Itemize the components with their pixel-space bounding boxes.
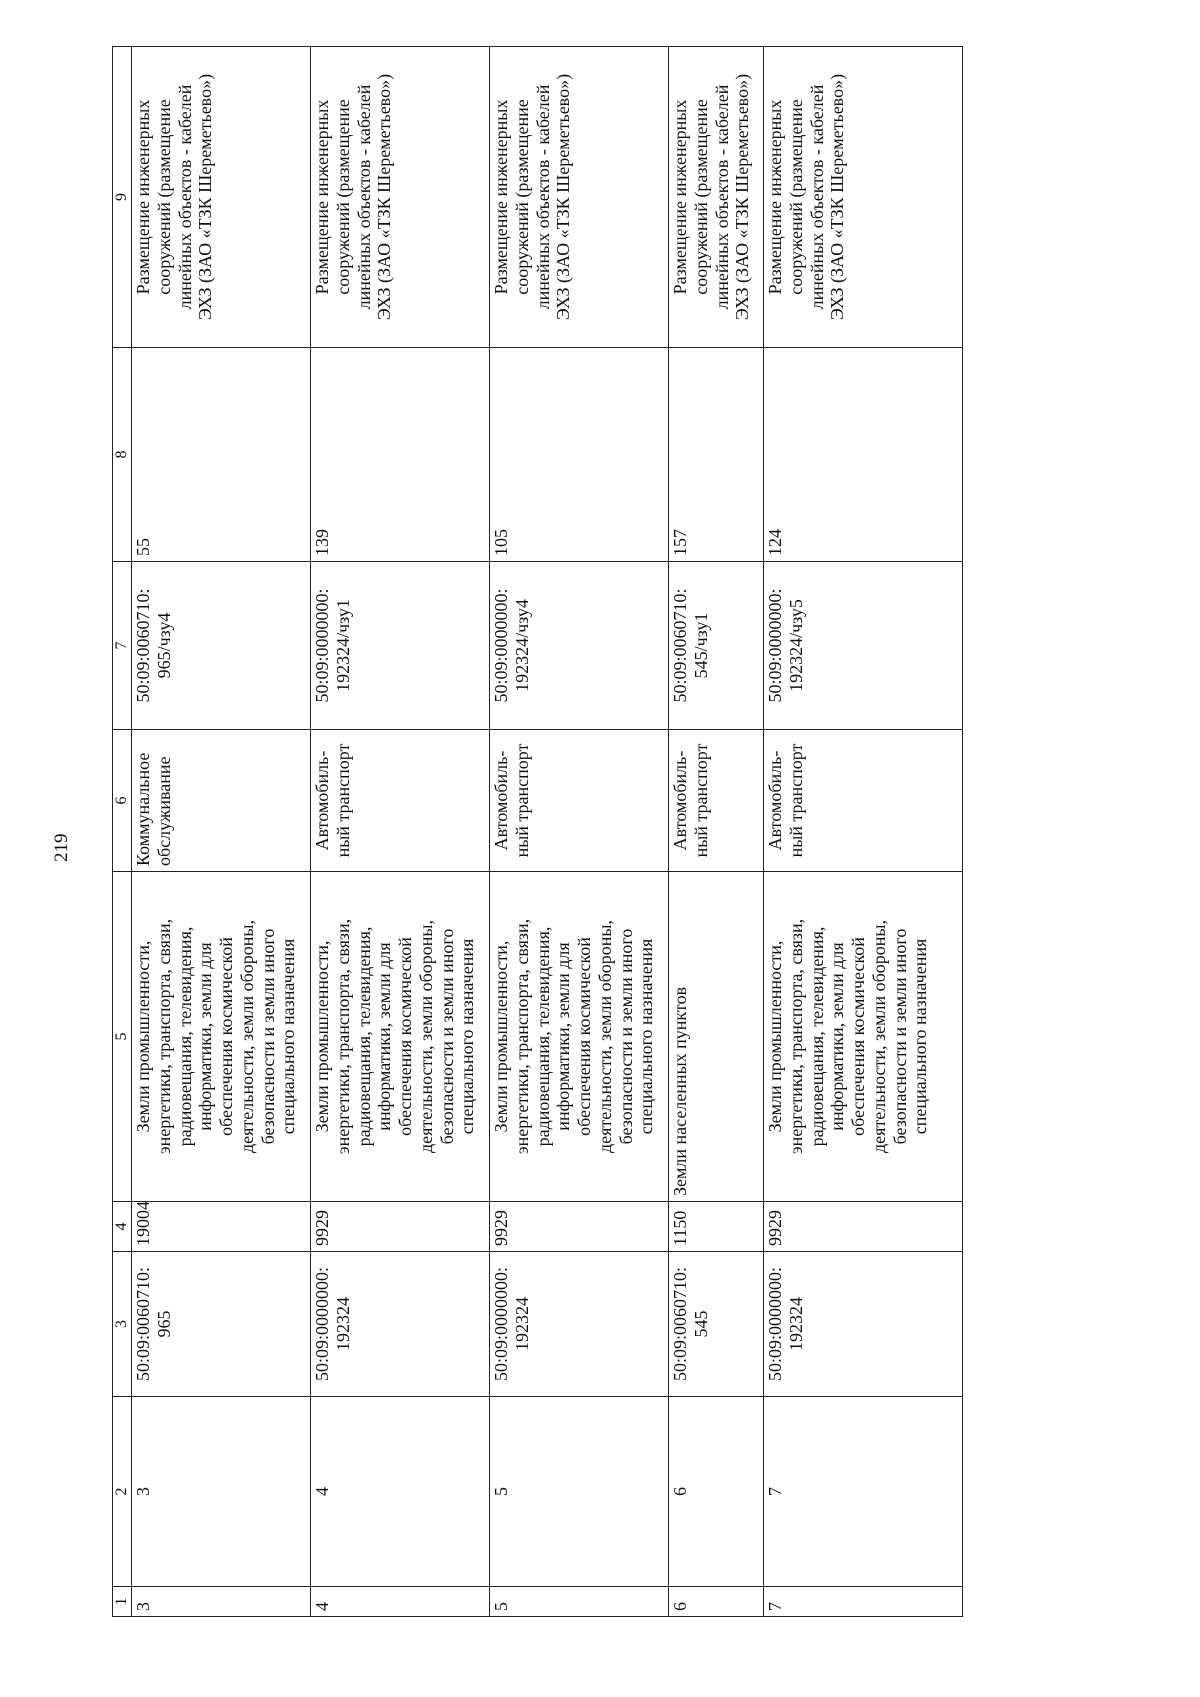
cell-land-category: Земли промышленности, энергетики, транспорта, связи, радиовещания, телевидения, информатики, земли для обеспечения космической деятельности, земли обороны, безопасности и земли иного специального назначения xyxy=(490,872,669,1202)
cell-cadastral-number: 50:09:0060710: 545 xyxy=(669,1252,764,1397)
cell-permitted-use: Коммунальное обслуживание xyxy=(132,730,311,872)
cell-number: 5 xyxy=(490,1587,669,1617)
cell-land-category: Земли промышленности, энергетики, транспорта, связи, радиовещания, телевидения, информатики, земли для обеспечения космической деятельности, земли обороны, безопасности и земли иного специального назначения xyxy=(132,872,311,1202)
cell-cadastral-number: 50:09:0000000: 192324 xyxy=(490,1252,669,1397)
cell-land-category: Земли промышленности, энергетики, транспорта, связи, радиовещания, телевидения, информатики, земли для обеспечения космической деятельности, земли обороны, безопасности и земли иного специального назначения xyxy=(311,872,490,1202)
col-header: 6 xyxy=(113,730,132,872)
cell-part-area: 55 xyxy=(132,348,311,562)
cell-part-number: 50:09:0000000: 192324/чзу4 xyxy=(490,562,669,730)
table-row xyxy=(490,47,669,1617)
cell-cadastral-number: 50:09:0060710: 965 xyxy=(132,1252,311,1397)
cell-index: 4 xyxy=(311,1397,490,1587)
cell-permitted-use: Автомобиль- ный транспорт xyxy=(490,730,669,872)
cell-part-number: 50:09:0060710: 965/чзу4 xyxy=(132,562,311,730)
cell-cadastral-number: 50:09:0000000: 192324 xyxy=(311,1252,490,1397)
cell-area: 9929 xyxy=(490,1202,669,1252)
cell-part-area: 105 xyxy=(490,348,669,562)
cell-land-category: Земли промышленности, энергетики, транспорта, связи, радиовещания, телевидения, информатики, земли для обеспечения космической деятельности, земли обороны, безопасности и земли иного специального назначения xyxy=(764,872,963,1202)
cell-index: 5 xyxy=(490,1397,669,1587)
cell-area: 9929 xyxy=(764,1202,963,1252)
cell-purpose: Размещение инженерных сооружений (размещение линейных объектов - кабелей ЭХЗ (ЗАО «ТЗК Шереметьево») xyxy=(132,47,311,348)
cell-area: 1150 xyxy=(669,1202,764,1252)
cell-part-area: 157 xyxy=(669,348,764,562)
page-number: 219 xyxy=(51,833,72,862)
col-header: 4 xyxy=(113,1202,132,1252)
cell-index: 3 xyxy=(132,1397,311,1587)
land-plots-table xyxy=(112,46,963,1617)
cell-part-number: 50:09:0000000: 192324/чзу5 xyxy=(764,562,963,730)
cell-index: 6 xyxy=(669,1397,764,1587)
cell-area: 9929 xyxy=(311,1202,490,1252)
cell-index: 7 xyxy=(764,1397,963,1587)
col-header: 5 xyxy=(113,872,132,1202)
cell-number: 7 xyxy=(764,1587,963,1617)
cell-number: 4 xyxy=(311,1587,490,1617)
col-header: 1 xyxy=(113,1587,132,1617)
cell-number: 3 xyxy=(132,1587,311,1617)
col-header: 8 xyxy=(113,348,132,562)
cell-purpose: Размещение инженерных сооружений (размещение линейных объектов - кабелей ЭХЗ (ЗАО «ТЗК Шереметьево») xyxy=(669,47,764,348)
rotated-table-container xyxy=(112,47,1064,1617)
cell-area: 19004 xyxy=(132,1202,311,1252)
cell-permitted-use: Автомобиль- ный транспорт xyxy=(311,730,490,872)
cell-purpose: Размещение инженерных сооружений (размещение линейных объектов - кабелей ЭХЗ (ЗАО «ТЗК Шереметьево») xyxy=(311,47,490,348)
header-row xyxy=(113,47,132,1617)
cell-part-number: 50:09:0060710: 545/чзу1 xyxy=(669,562,764,730)
cell-part-number: 50:09:0000000: 192324/чзу1 xyxy=(311,562,490,730)
cell-permitted-use: Автомобиль- ный транспорт xyxy=(764,730,963,872)
table-row xyxy=(669,47,764,1617)
cell-part-area: 139 xyxy=(311,348,490,562)
cell-part-area: 124 xyxy=(764,348,963,562)
cell-permitted-use: Автомобиль- ный транспорт xyxy=(669,730,764,872)
table-row xyxy=(764,47,963,1617)
table-row xyxy=(132,47,311,1617)
cell-cadastral-number: 50:09:0000000: 192324 xyxy=(764,1252,963,1397)
col-header: 7 xyxy=(113,562,132,730)
cell-number: 6 xyxy=(669,1587,764,1617)
col-header: 2 xyxy=(113,1397,132,1587)
col-header: 9 xyxy=(113,47,132,348)
cell-purpose: Размещение инженерных сооружений (размещение линейных объектов - кабелей ЭХЗ (ЗАО «ТЗК Шереметьево») xyxy=(490,47,669,348)
table-row xyxy=(311,47,490,1617)
col-header: 3 xyxy=(113,1252,132,1397)
cell-land-category: Земли населенных пунктов xyxy=(669,872,764,1202)
cell-purpose: Размещение инженерных сооружений (размещение линейных объектов - кабелей ЭХЗ (ЗАО «ТЗК Шереметьево») xyxy=(764,47,963,348)
